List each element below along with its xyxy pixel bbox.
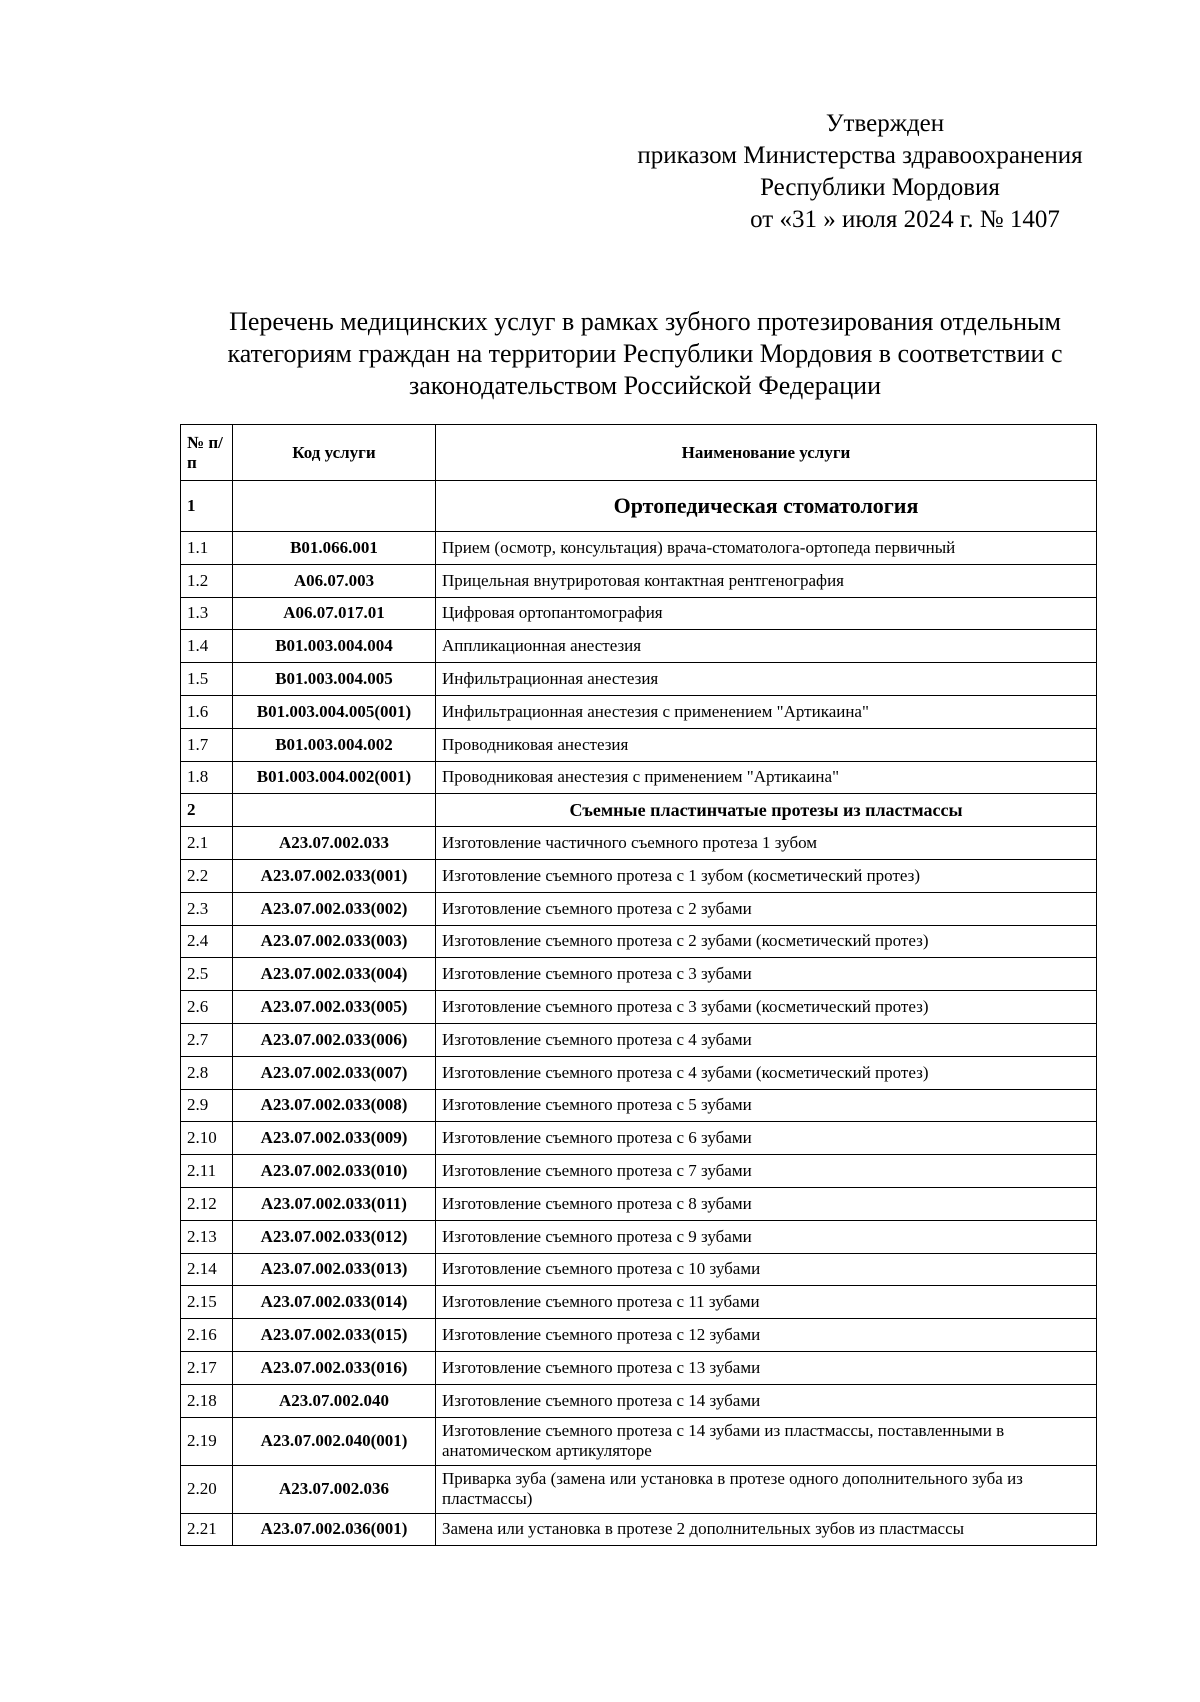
- table-row: [181, 532, 1097, 565]
- table-header-row: [181, 425, 1097, 481]
- section-code-empty: [233, 481, 436, 532]
- table-row: [181, 695, 1097, 728]
- section-header-row: [181, 481, 1097, 532]
- row-number: 1.3: [181, 597, 233, 630]
- document-title-line: законодательством Российской Федерации: [409, 371, 881, 400]
- service-code: A23.07.002.036: [233, 1465, 436, 1513]
- table-row: [181, 827, 1097, 860]
- table-row: [181, 1089, 1097, 1122]
- table-row: [181, 991, 1097, 1024]
- service-name: Изготовление съемного протеза с 14 зубами: [436, 1384, 1097, 1417]
- service-name: Изготовление съемного протеза с 2 зубами (косметический протез): [436, 925, 1097, 958]
- row-number: 2.1: [181, 827, 233, 860]
- table-row: [181, 925, 1097, 958]
- row-number: 2.13: [181, 1220, 233, 1253]
- service-code: B01.003.004.005(001): [233, 695, 436, 728]
- table-row: [181, 1220, 1097, 1253]
- table-row: [181, 1417, 1097, 1465]
- table-row: [181, 958, 1097, 991]
- row-number: 2.3: [181, 892, 233, 925]
- table-row: [181, 663, 1097, 696]
- table-row: [181, 1513, 1097, 1546]
- service-name: Изготовление съемного протеза с 2 зубами: [436, 892, 1097, 925]
- service-name: Прием (осмотр, консультация) врача-стоматолога-ортопеда первичный: [436, 532, 1097, 565]
- service-name: Изготовление съемного протеза с 12 зубами: [436, 1319, 1097, 1352]
- row-number: 2.16: [181, 1319, 233, 1352]
- service-code: A23.07.002.033(006): [233, 1023, 436, 1056]
- service-code: A23.07.002.033(005): [233, 991, 436, 1024]
- row-number: 2.9: [181, 1089, 233, 1122]
- table-row: [181, 597, 1097, 630]
- approval-line-date-number: от «31 » июля 2024 г. № 1407: [750, 206, 1060, 233]
- row-number: 2.6: [181, 991, 233, 1024]
- document-title-line: категориям граждан на территории Республики Мордовия в соответствии с: [227, 339, 1063, 368]
- section-number: 2: [181, 794, 233, 827]
- service-name: Приварка зуба (замена или установка в протезе одного дополнительного зуба из пластмассы): [436, 1465, 1097, 1513]
- service-name: Цифровая ортопантомография: [436, 597, 1097, 630]
- service-name: Аппликационная анестезия: [436, 630, 1097, 663]
- row-number: 1.5: [181, 663, 233, 696]
- table-row: [181, 1155, 1097, 1188]
- document-title: [180, 306, 1110, 402]
- table-row: [181, 1187, 1097, 1220]
- approval-line-approved: Утвержден: [825, 110, 945, 137]
- row-number: 1.2: [181, 564, 233, 597]
- service-code: A23.07.002.040(001): [233, 1417, 436, 1465]
- row-number: 2.20: [181, 1465, 233, 1513]
- service-name: Изготовление съемного протеза с 13 зубами: [436, 1351, 1097, 1384]
- service-code: B01.003.004.002(001): [233, 761, 436, 794]
- row-number: 1.6: [181, 695, 233, 728]
- service-code: A23.07.002.033: [233, 827, 436, 860]
- service-code: A06.07.017.01: [233, 597, 436, 630]
- service-code: A23.07.002.033(009): [233, 1122, 436, 1155]
- table-row: [181, 1122, 1097, 1155]
- service-code: A23.07.002.033(003): [233, 925, 436, 958]
- service-code: A23.07.002.033(001): [233, 859, 436, 892]
- service-code: A23.07.002.033(016): [233, 1351, 436, 1384]
- row-number: 2.21: [181, 1513, 233, 1546]
- service-name: Проводниковая анестезия с применением "Артикаина": [436, 761, 1097, 794]
- row-number: 2.5: [181, 958, 233, 991]
- service-name: Изготовление съемного протеза с 3 зубами: [436, 958, 1097, 991]
- service-code: A23.07.002.033(010): [233, 1155, 436, 1188]
- service-name: Замена или установка в протезе 2 дополнительных зубов из пластмассы: [436, 1513, 1097, 1546]
- row-number: 1.7: [181, 728, 233, 761]
- service-code: A23.07.002.033(007): [233, 1056, 436, 1089]
- table-row: [181, 859, 1097, 892]
- service-name: Изготовление съемного протеза с 8 зубами: [436, 1187, 1097, 1220]
- row-number: 2.2: [181, 859, 233, 892]
- service-code: A23.07.002.033(008): [233, 1089, 436, 1122]
- row-number: 2.18: [181, 1384, 233, 1417]
- service-code: B01.066.001: [233, 532, 436, 565]
- service-name: Прицельная внутриротовая контактная рентгенография: [436, 564, 1097, 597]
- service-code: A23.07.002.040: [233, 1384, 436, 1417]
- section-code-empty: [233, 794, 436, 827]
- row-number: 2.10: [181, 1122, 233, 1155]
- service-name: Изготовление частичного съемного протеза 1 зубом: [436, 827, 1097, 860]
- row-number: 1.8: [181, 761, 233, 794]
- header-code: Код услуги: [233, 425, 436, 481]
- row-number: 2.17: [181, 1351, 233, 1384]
- service-code: A23.07.002.033(004): [233, 958, 436, 991]
- service-name: Изготовление съемного протеза с 3 зубами (косметический протез): [436, 991, 1097, 1024]
- table-row: [181, 761, 1097, 794]
- table-row: [181, 1319, 1097, 1352]
- row-number: 2.7: [181, 1023, 233, 1056]
- service-name: Проводниковая анестезия: [436, 728, 1097, 761]
- service-name: Изготовление съемного протеза с 9 зубами: [436, 1220, 1097, 1253]
- row-number: 1.1: [181, 532, 233, 565]
- approval-stamp-block: [600, 108, 1120, 236]
- service-name: Инфильтрационная анестезия: [436, 663, 1097, 696]
- row-number: 2.15: [181, 1286, 233, 1319]
- service-code: B01.003.004.002: [233, 728, 436, 761]
- service-name: Изготовление съемного протеза с 1 зубом (косметический протез): [436, 859, 1097, 892]
- table-row: [181, 1351, 1097, 1384]
- table-row: [181, 1465, 1097, 1513]
- service-name: Изготовление съемного протеза с 7 зубами: [436, 1155, 1097, 1188]
- service-name: Изготовление съемного протеза с 14 зубами из пластмассы, поставленными в анатомическом артикуляторе: [436, 1417, 1097, 1465]
- table-row: [181, 630, 1097, 663]
- service-name: Изготовление съемного протеза с 6 зубами: [436, 1122, 1097, 1155]
- service-code: B01.003.004.004: [233, 630, 436, 663]
- table-row: [181, 892, 1097, 925]
- table-body: [181, 481, 1097, 1546]
- service-code: A23.07.002.033(002): [233, 892, 436, 925]
- service-code: A23.07.002.033(015): [233, 1319, 436, 1352]
- table-row: [181, 1286, 1097, 1319]
- row-number: 2.8: [181, 1056, 233, 1089]
- row-number: 2.12: [181, 1187, 233, 1220]
- service-name: Изготовление съемного протеза с 4 зубами (косметический протез): [436, 1056, 1097, 1089]
- row-number: 2.11: [181, 1155, 233, 1188]
- row-number: 2.4: [181, 925, 233, 958]
- approval-line-republic: Республики Мордовия: [760, 174, 1000, 201]
- section-title: Съемные пластинчатые протезы из пластмассы: [436, 794, 1097, 827]
- service-name: Инфильтрационная анестезия с применением "Артикаина": [436, 695, 1097, 728]
- service-code: A23.07.002.033(012): [233, 1220, 436, 1253]
- section-header-row: [181, 794, 1097, 827]
- document-title-line: Перечень медицинских услуг в рамках зубного протезирования отдельным: [229, 307, 1061, 336]
- row-number: 2.14: [181, 1253, 233, 1286]
- service-name: Изготовление съемного протеза с 10 зубами: [436, 1253, 1097, 1286]
- table-row: [181, 1023, 1097, 1056]
- service-code: A23.07.002.033(013): [233, 1253, 436, 1286]
- table-row: [181, 1056, 1097, 1089]
- table-row: [181, 564, 1097, 597]
- approval-line-order: приказом Министерства здравоохранения: [637, 142, 1083, 169]
- service-code: A23.07.002.033(011): [233, 1187, 436, 1220]
- service-code: A23.07.002.033(014): [233, 1286, 436, 1319]
- services-table: [180, 424, 1097, 1546]
- service-name: Изготовление съемного протеза с 4 зубами: [436, 1023, 1097, 1056]
- service-code: A23.07.002.036(001): [233, 1513, 436, 1546]
- service-code: B01.003.004.005: [233, 663, 436, 696]
- service-code: A06.07.003: [233, 564, 436, 597]
- section-title: Ортопедическая стоматология: [436, 481, 1097, 532]
- header-name: Наименование услуги: [436, 425, 1097, 481]
- row-number: 2.19: [181, 1417, 233, 1465]
- table-row: [181, 1384, 1097, 1417]
- service-name: Изготовление съемного протеза с 11 зубами: [436, 1286, 1097, 1319]
- section-number: 1: [181, 481, 233, 532]
- row-number: 1.4: [181, 630, 233, 663]
- header-number: № п/п: [181, 425, 233, 481]
- table-row: [181, 728, 1097, 761]
- table-row: [181, 1253, 1097, 1286]
- service-name: Изготовление съемного протеза с 5 зубами: [436, 1089, 1097, 1122]
